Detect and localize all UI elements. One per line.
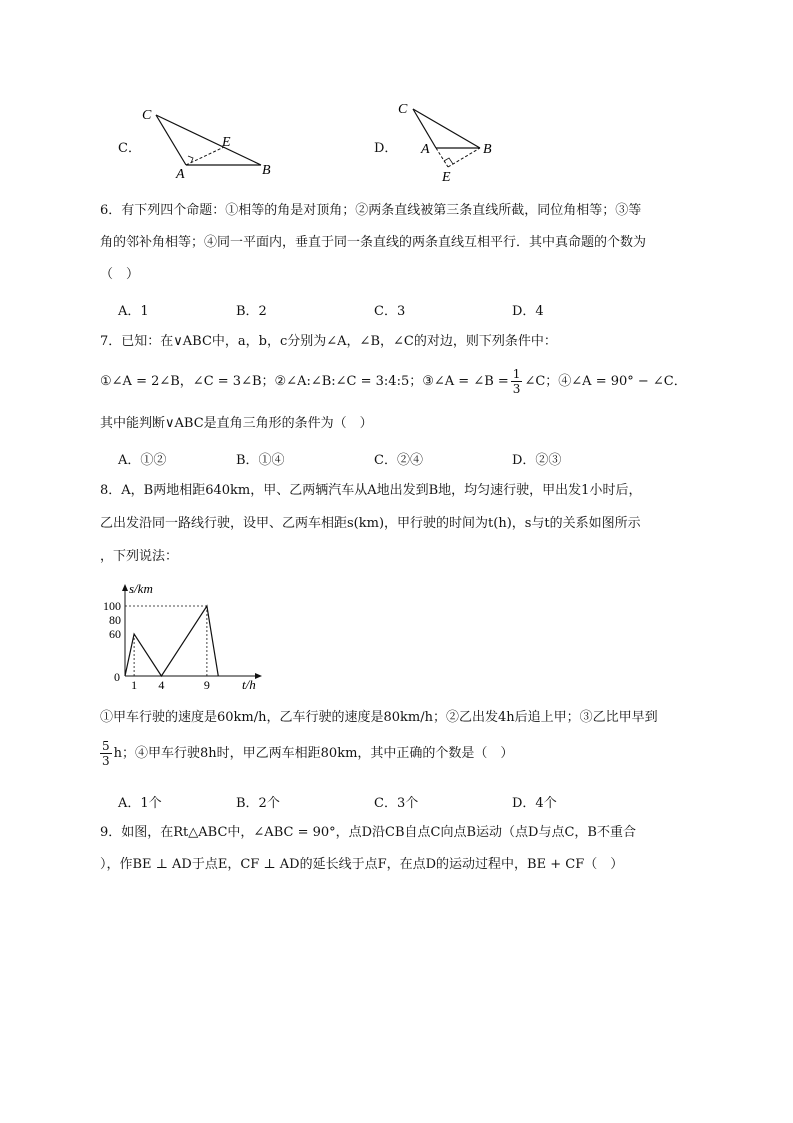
y-tick-label-80: 80	[109, 613, 121, 627]
q5-option-d-label: D．	[374, 141, 398, 156]
fig-c-label-e: E	[222, 135, 231, 150]
q7-line-1: 7．已知：在∨ABC中，a，b，c分别为∠A，∠B，∠C的对边，则下列条件中：	[100, 334, 557, 349]
q9-line-2: ），作BE ⊥ AD于点E，CF ⊥ AD的延长线于点F，在点D的运动过程中，BE + CF（ ）	[100, 857, 624, 872]
q8-option-c: C．3个	[374, 796, 419, 811]
q7-option-c: C．②④	[374, 453, 423, 468]
q8-option-a: A．1个	[118, 796, 162, 811]
q8-claims-line-2	[100, 740, 513, 767]
q7-conditions-part-b: ∠C；④∠A = 90° − ∠C．	[524, 374, 687, 389]
fig-c-label-b: B	[262, 163, 271, 178]
q7-fraction-denominator: 3	[512, 382, 521, 396]
q8-claims-line-1: ①甲车行驶的速度是60km/h，乙车行驶的速度是80km/h；②乙出发4h后追上甲；③乙比甲早到	[100, 710, 658, 725]
q7-line-3: 其中能判断∨ABC是直角三角形的条件为（ ）	[100, 416, 373, 431]
q8-option-d: D．4个	[512, 796, 557, 811]
q7-option-a: A．①②	[118, 453, 167, 468]
q8-option-b: B．2个	[236, 796, 280, 811]
q7-fraction	[511, 368, 523, 395]
q7-conditions-part-a: ①∠A = 2∠B，∠C = 3∠B；②∠A:∠B:∠C = 3:4:5；③∠A = ∠B =	[100, 374, 509, 389]
y-tick-label-60: 60	[109, 627, 121, 641]
q5-option-c-label: C．	[118, 141, 141, 156]
q7-option-d: D．②③	[512, 453, 562, 468]
fig-d-label-b: B	[483, 142, 492, 157]
fig-c-label-c: C	[142, 108, 152, 123]
q6-line-2: 角的邻补角相等；④同一平面内，垂直于同一条直线的两条直线互相平行．其中真命题的个数为	[100, 235, 647, 250]
origin-label: 0	[114, 670, 120, 684]
q6-line-3: （ ）	[100, 267, 140, 282]
q7-option-b: B．①④	[236, 453, 285, 468]
x-tick-label-4: 4	[158, 678, 165, 692]
q8-claims-tail: h；④甲车行驶8h时，甲乙两车相距80km，其中正确的个数是（ ）	[113, 746, 514, 761]
q7-fraction-numerator: 1	[512, 367, 521, 381]
x-axis-arrow	[255, 673, 262, 679]
q6-line-1: 6．有下列四个命题：①相等的角是对顶角；②两条直线被第三条直线所截，同位角相等；③等	[100, 203, 642, 218]
q5-option-d-figure	[392, 95, 512, 190]
x-tick-label-9: 9	[203, 678, 210, 692]
q9-line-1: 9．如图，在Rt△ABC中，∠ABC = 90°，点D沿CB自点C向点B运动（点D与点C，B不重合	[100, 825, 636, 840]
q8-line-1: 8．A，B两地相距640km，甲、乙两辆汽车从A地出发到B地，均匀速行驶，甲出发1小时后，	[100, 483, 642, 498]
q5-option-c-figure	[136, 100, 286, 185]
x-tick-label-1: 1	[131, 678, 138, 692]
distance-time-chart	[95, 576, 275, 696]
q6-option-b: B．2	[236, 304, 267, 319]
q8-line-2: 乙出发沿同一路线行驶，设甲、乙两车相距s(km)，甲行驶的时间为t(h)，s与t的关系如图所示	[100, 516, 641, 531]
x-axis-label: t/h	[242, 677, 256, 692]
q6-option-a: A．1	[118, 304, 149, 319]
y-tick-label-100: 100	[103, 599, 121, 613]
fig-d-label-e: E	[442, 170, 451, 185]
q8-fraction-denominator: 3	[102, 754, 110, 768]
q6-option-d: D．4	[512, 304, 544, 319]
series-line	[125, 606, 218, 676]
y-axis-arrow	[122, 584, 128, 591]
q7-conditions	[100, 368, 687, 395]
fig-d-label-c: C	[398, 102, 408, 117]
fig-c-label-a: A	[176, 167, 185, 182]
q8-fraction-numerator: 5	[102, 739, 110, 753]
q8-line-3: ，下列说法：	[100, 549, 179, 564]
q8-fraction	[100, 740, 112, 767]
y-axis-label: s/km	[129, 581, 153, 596]
fig-d-label-a: A	[421, 142, 430, 157]
q6-option-c: C．3	[374, 304, 406, 319]
